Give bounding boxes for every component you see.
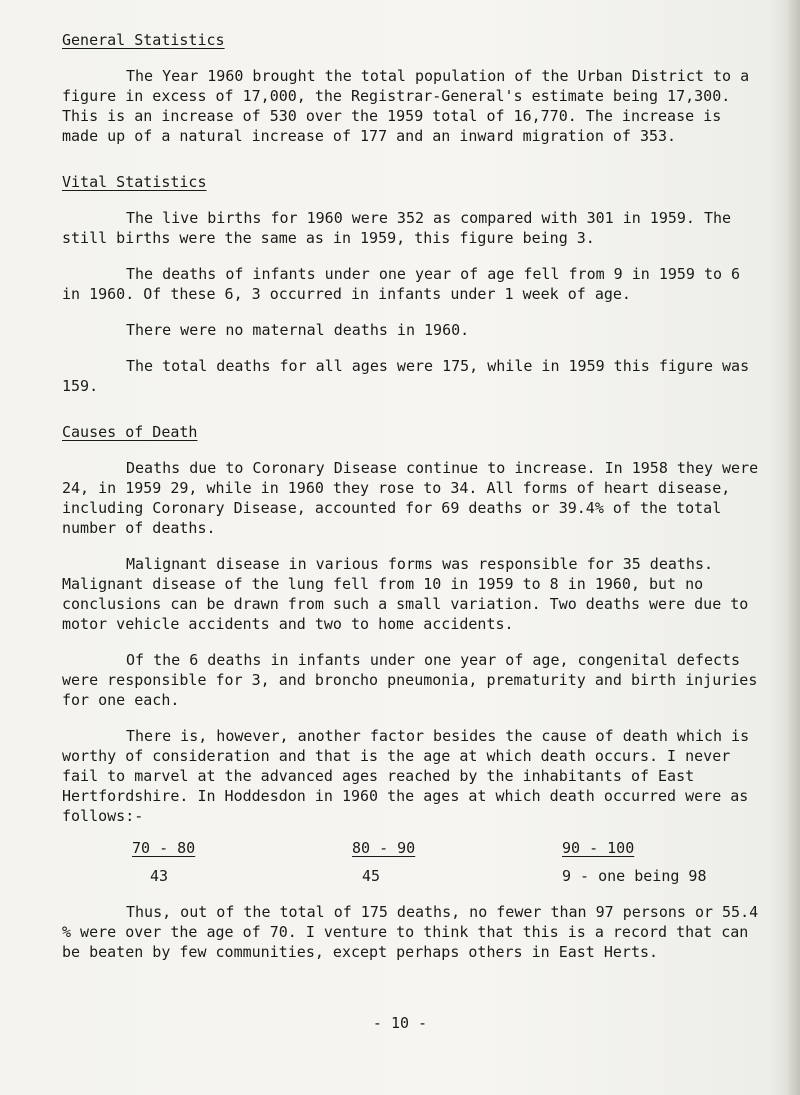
causes-paragraph-2: Malignant disease in various forms was responsible for 35 deaths. Malignant disease of the lung fell from 10 in 1959 to 8 in 1960, but no conclusions can be drawn from such a small variation. Two deaths were due to motor vehicle accidents and two to home accidents. bbox=[62, 555, 749, 633]
page-edge-shadow bbox=[786, 0, 800, 1095]
vital-paragraph-1: The live births for 1960 were 352 as compared with 301 in 1959. The still births were the same as in 1959, this figure being 3. bbox=[62, 209, 732, 247]
age-range-count: 9 - one being 98 bbox=[562, 867, 707, 885]
general-statistics-section bbox=[62, 30, 762, 146]
causes-of-death-section bbox=[62, 422, 762, 962]
causes-paragraph-3: Of the 6 deaths in infants under one year of age, congenital defects were responsible for 3, and broncho pneumonia, prematurity and birth injuries for one each. bbox=[62, 651, 758, 709]
general-statistics-heading: General Statistics bbox=[62, 31, 225, 49]
general-paragraph-1: The Year 1960 brought the total population of the Urban District to a figure in excess of 17,000, the Registrar-General's estimate being 17,300. This is an increase of 530 over the 1959 total of 16,770. The increase is made up of a natural increase of 177 and an inward migration of 353. bbox=[62, 67, 750, 145]
age-range-count: 45 bbox=[362, 867, 381, 885]
vital-paragraph-4: The total deaths for all ages were 175, while in 1959 this figure was 159. bbox=[62, 357, 750, 395]
causes-paragraph-5: Thus, out of the total of 175 deaths, no fewer than 97 persons or 55.4 % were over the age of 70. I venture to think that this is a record that can be beaten by few communities, except perhaps others in East Herts. bbox=[62, 903, 759, 961]
report-body bbox=[62, 30, 762, 962]
age-range-header: 90 - 100 bbox=[562, 839, 635, 857]
vital-paragraph-2: The deaths of infants under one year of age fell from 9 in 1959 to 6 in 1960. Of these 6, 3 occurred in infants under 1 week of age. bbox=[62, 265, 741, 303]
page-number: - 10 - bbox=[372, 1014, 428, 1032]
age-range-header: 70 - 80 bbox=[132, 839, 196, 857]
causes-paragraph-4: There is, however, another factor besides the cause of death which is worthy of consideration and that is the age at which death occurs. I never fail to marvel at the advanced ages reached by the inhabitants of East Hertfordshire. In Hoddesdon in 1960 the ages at which death occurred were as follows:- bbox=[62, 727, 750, 825]
vital-statistics-heading: Vital Statistics bbox=[62, 173, 207, 191]
age-range-count: 43 bbox=[150, 867, 169, 885]
ages-at-death-table bbox=[62, 838, 762, 886]
causes-of-death-heading: Causes of Death bbox=[62, 423, 198, 441]
vital-paragraph-3: There were no maternal deaths in 1960. bbox=[126, 321, 470, 339]
vital-statistics-section bbox=[62, 172, 762, 396]
age-range-header: 80 - 90 bbox=[352, 839, 416, 857]
causes-paragraph-1: Deaths due to Coronary Disease continue to increase. In 1958 they were 24, in 1959 29, while in 1960 they rose to 34. All forms of heart disease, including Coronary Disease, accounted for 69 deaths or 39.4% of the total number of deaths. bbox=[62, 459, 759, 537]
